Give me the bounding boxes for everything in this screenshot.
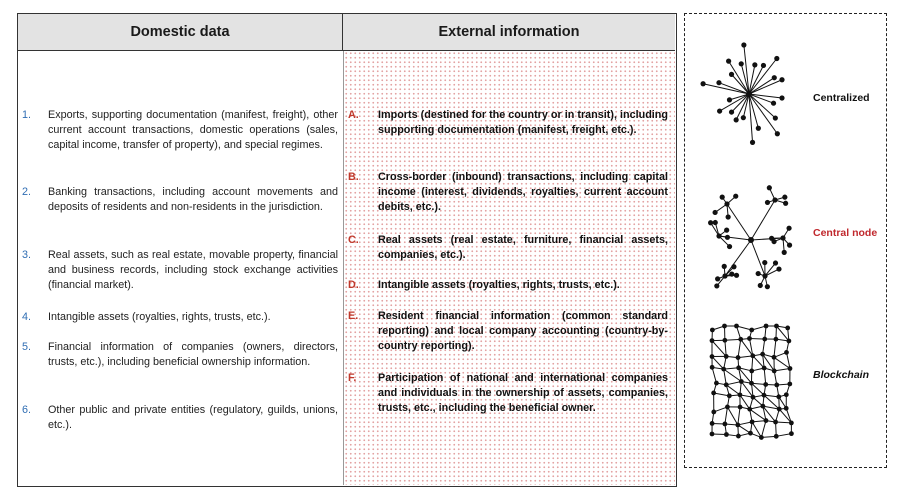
network-node bbox=[727, 393, 732, 398]
network-node bbox=[741, 42, 746, 47]
network-node bbox=[724, 354, 729, 359]
item-text: Real assets, such as real estate, movable property, financial and business records, including stock exchange activities (financial market). bbox=[48, 249, 338, 291]
network-node bbox=[710, 354, 715, 359]
network-link bbox=[727, 407, 737, 425]
central-node-network-diagram bbox=[705, 180, 801, 298]
network-node bbox=[760, 404, 765, 409]
network-node bbox=[762, 393, 767, 398]
network-node bbox=[772, 368, 777, 373]
item-text: Exports, supporting documentation (manifest, freight), other current account transactions, domestic operations (sales, capital income, transfer of property), and special regimes. bbox=[48, 109, 338, 151]
item-letter: A. bbox=[348, 109, 359, 121]
item-text: Financial information of companies (owners, directors, trusts, etc.), including beneficial ownership information. bbox=[48, 341, 338, 368]
network-node bbox=[722, 273, 727, 278]
network-node bbox=[748, 431, 753, 436]
network-node bbox=[724, 228, 729, 233]
network-node bbox=[711, 391, 716, 396]
domestic-item bbox=[22, 108, 338, 153]
network-node bbox=[783, 201, 788, 206]
network-node bbox=[724, 382, 729, 387]
external-item bbox=[348, 278, 668, 293]
network-node bbox=[714, 283, 719, 288]
network-node bbox=[779, 77, 784, 82]
network-node bbox=[784, 350, 789, 355]
network-node bbox=[751, 395, 756, 400]
network-node bbox=[773, 260, 778, 265]
network-node bbox=[762, 260, 767, 265]
external-item bbox=[348, 309, 668, 354]
item-text: Resident financial information (common standard reporting) and local company accounting (country-by-country reporting). bbox=[378, 310, 668, 352]
item-text: Banking transactions, including account movements and deposits of residents and non-residents in the jurisdiction. bbox=[48, 186, 338, 213]
network-node bbox=[756, 271, 761, 276]
network-node bbox=[787, 382, 792, 387]
network-link bbox=[724, 369, 742, 381]
network-node bbox=[716, 233, 721, 238]
network-node bbox=[788, 366, 793, 371]
network-node bbox=[750, 353, 755, 358]
network-link bbox=[725, 340, 726, 356]
network-node bbox=[776, 266, 781, 271]
network-node bbox=[758, 283, 763, 288]
item-letter: C. bbox=[348, 234, 359, 246]
external-item bbox=[348, 170, 668, 215]
network-node bbox=[708, 220, 713, 225]
network-node bbox=[772, 355, 777, 360]
network-node bbox=[721, 367, 726, 372]
domestic-item bbox=[22, 185, 338, 215]
blockchain-network-diagram bbox=[709, 323, 795, 441]
network-hub-node bbox=[748, 237, 754, 243]
external-item bbox=[348, 371, 668, 416]
network-node bbox=[741, 115, 746, 120]
network-node bbox=[764, 324, 769, 329]
network-node bbox=[714, 381, 719, 386]
network-node bbox=[789, 421, 794, 426]
item-number: 3. bbox=[22, 249, 32, 261]
item-number: 1. bbox=[22, 109, 32, 121]
network-node bbox=[750, 419, 755, 424]
network-node bbox=[762, 273, 767, 278]
item-text: Other public and private entities (regulatory, guilds, unions, etc.). bbox=[48, 404, 338, 431]
domestic-data-header: Domestic data bbox=[18, 14, 343, 51]
network-node bbox=[717, 108, 722, 113]
network-node bbox=[710, 338, 715, 343]
external-item bbox=[348, 233, 668, 263]
network-node bbox=[779, 95, 784, 100]
network-node bbox=[772, 197, 777, 202]
network-node bbox=[777, 407, 782, 412]
network-node bbox=[773, 420, 778, 425]
network-link bbox=[738, 407, 740, 425]
domestic-item bbox=[22, 403, 338, 433]
network-node bbox=[775, 131, 780, 136]
network-link bbox=[774, 339, 776, 357]
network-node bbox=[782, 195, 787, 200]
network-node bbox=[729, 72, 734, 77]
network-node bbox=[785, 326, 790, 331]
network-node bbox=[722, 324, 727, 329]
network-node bbox=[711, 410, 716, 415]
network-node bbox=[763, 382, 768, 387]
network-node bbox=[789, 431, 794, 436]
network-node bbox=[724, 432, 729, 437]
network-node bbox=[756, 126, 761, 131]
network-node bbox=[727, 97, 732, 102]
network-node bbox=[784, 392, 789, 397]
network-node bbox=[735, 423, 740, 428]
network-node bbox=[729, 271, 734, 276]
network-node bbox=[739, 61, 744, 66]
item-text: Cross-border (inbound) transactions, including capital income (interest, dividends, royalties, current account debits, etc.). bbox=[378, 171, 668, 213]
network-node bbox=[736, 355, 741, 360]
network-node bbox=[727, 244, 732, 249]
domestic-item bbox=[22, 310, 338, 325]
network-node bbox=[761, 63, 766, 68]
item-text: Intangible assets (royalties, rights, trusts, etc.). bbox=[378, 279, 620, 291]
item-letter: E. bbox=[348, 310, 359, 322]
network-link bbox=[749, 94, 775, 118]
network-node bbox=[762, 366, 767, 371]
domestic-item bbox=[22, 248, 338, 293]
network-node bbox=[774, 383, 779, 388]
network-link bbox=[738, 339, 741, 357]
network-node bbox=[750, 140, 755, 145]
item-letter: B. bbox=[348, 171, 359, 183]
network-node bbox=[773, 115, 778, 120]
network-node bbox=[787, 243, 792, 248]
network-node bbox=[767, 185, 772, 190]
network-node bbox=[731, 264, 736, 269]
domestic-item bbox=[22, 340, 338, 370]
network-node bbox=[771, 101, 776, 106]
item-letter: F. bbox=[348, 372, 357, 384]
item-number: 2. bbox=[22, 186, 32, 198]
network-node bbox=[724, 201, 729, 206]
network-node bbox=[749, 369, 754, 374]
network-node bbox=[736, 365, 741, 370]
item-text: Intangible assets (royalties, rights, trusts, etc.). bbox=[48, 311, 271, 323]
network-node bbox=[710, 328, 715, 333]
network-node bbox=[765, 284, 770, 289]
data-sources-table bbox=[17, 13, 677, 487]
network-node bbox=[722, 422, 727, 427]
network-node bbox=[713, 220, 718, 225]
network-node bbox=[716, 80, 721, 85]
centralized-label: Centralized bbox=[813, 92, 870, 104]
network-node bbox=[726, 59, 731, 64]
central-node-label: Central node bbox=[813, 227, 878, 239]
network-types-panel bbox=[684, 13, 887, 468]
network-node bbox=[749, 381, 754, 386]
network-link bbox=[727, 204, 751, 240]
item-text: Participation of national and international companies and individuals in the ownership of assets, companies, trusts, etc., including the beneficial owner. bbox=[378, 372, 668, 414]
network-node bbox=[774, 56, 779, 61]
network-node bbox=[749, 328, 754, 333]
network-node bbox=[720, 195, 725, 200]
item-text: Real assets (real estate, furniture, financial assets, companies, etc.). bbox=[378, 234, 668, 261]
network-link bbox=[751, 383, 764, 395]
network-node bbox=[722, 338, 727, 343]
network-node bbox=[782, 250, 787, 255]
item-number: 6. bbox=[22, 404, 32, 416]
network-node bbox=[729, 109, 734, 114]
network-node bbox=[710, 365, 715, 370]
network-node bbox=[762, 337, 767, 342]
network-node bbox=[780, 235, 785, 240]
network-link bbox=[749, 94, 777, 134]
network-node bbox=[725, 235, 730, 240]
network-node bbox=[739, 379, 744, 384]
network-node bbox=[772, 75, 777, 80]
network-node bbox=[774, 337, 779, 342]
network-link bbox=[751, 200, 775, 240]
network-hub-node bbox=[746, 91, 752, 97]
network-node bbox=[738, 405, 743, 410]
network-link bbox=[761, 421, 766, 438]
network-node bbox=[747, 336, 752, 341]
network-node bbox=[722, 264, 727, 269]
network-node bbox=[734, 117, 739, 122]
network-link bbox=[779, 409, 791, 423]
network-node bbox=[734, 273, 739, 278]
blockchain-label: Blockchain bbox=[813, 369, 870, 381]
network-node bbox=[736, 434, 741, 439]
network-link bbox=[725, 407, 728, 424]
network-node bbox=[774, 324, 779, 329]
network-node bbox=[764, 418, 769, 423]
network-node bbox=[710, 421, 715, 426]
network-node bbox=[776, 394, 781, 399]
network-node bbox=[734, 324, 739, 329]
network-link bbox=[712, 367, 716, 383]
network-link bbox=[753, 356, 764, 368]
item-letter: D. bbox=[348, 279, 359, 291]
network-node bbox=[786, 226, 791, 231]
network-node bbox=[726, 214, 731, 219]
network-link bbox=[712, 341, 726, 357]
network-node bbox=[752, 62, 757, 67]
external-information-header: External information bbox=[343, 14, 675, 51]
network-node bbox=[747, 407, 752, 412]
network-node bbox=[760, 352, 765, 357]
network-node bbox=[784, 406, 789, 411]
network-node bbox=[700, 81, 705, 86]
network-node bbox=[725, 405, 730, 410]
network-node bbox=[786, 339, 791, 344]
item-text: Imports (destined for the country or in transit), including supporting documentation (manifest, freight, etc.). bbox=[378, 109, 668, 136]
network-node bbox=[759, 435, 764, 440]
centralized-network-diagram bbox=[699, 42, 785, 162]
network-link bbox=[751, 240, 765, 276]
network-node bbox=[733, 194, 738, 199]
network-node bbox=[765, 200, 770, 205]
network-link bbox=[764, 368, 766, 384]
network-node bbox=[713, 210, 718, 215]
network-node bbox=[774, 434, 779, 439]
network-node bbox=[738, 392, 743, 397]
item-number: 4. bbox=[22, 311, 32, 323]
item-number: 5. bbox=[22, 341, 32, 353]
network-node bbox=[771, 239, 776, 244]
network-node bbox=[738, 337, 743, 342]
external-item bbox=[348, 108, 668, 138]
network-node bbox=[715, 276, 720, 281]
network-node bbox=[710, 432, 715, 437]
